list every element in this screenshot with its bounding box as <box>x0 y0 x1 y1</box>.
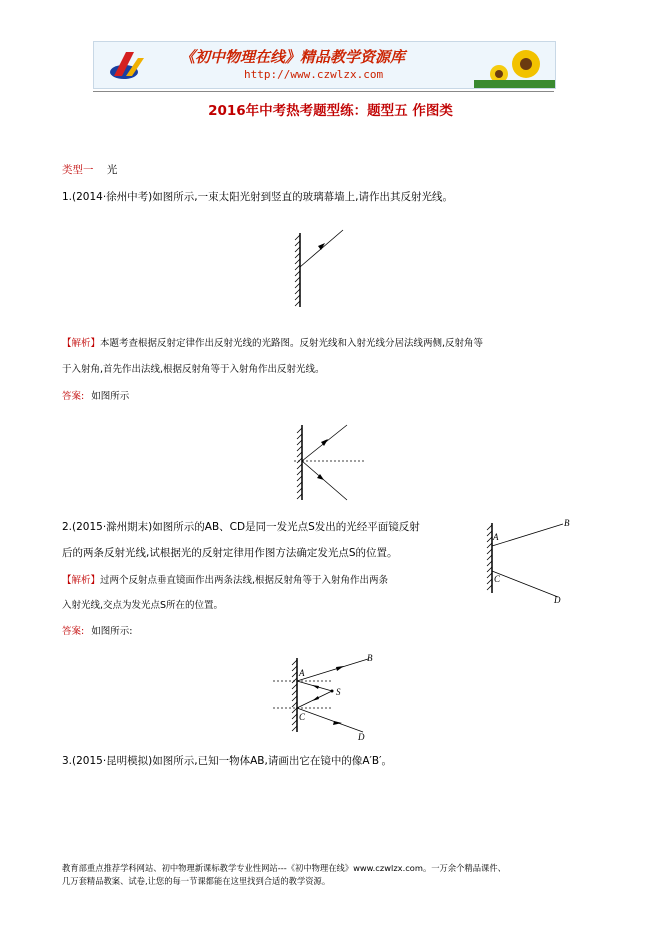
q1-analysis-text1: 本题考查根据反射定律作出反射光线的光路图。反射光线和入射光线分居法线两侧,反射角等 <box>100 338 484 349</box>
q2a-arrow2-icon <box>333 721 342 725</box>
q2-stem-line2: 后的两条反射光线,试根据光的反射定律用作图方法确定发光点S的位置。 <box>62 547 398 559</box>
section-heading <box>62 163 117 177</box>
q2-label-c: C <box>494 574 501 584</box>
q2a-arrow1-icon <box>336 666 344 671</box>
q2a-label-s: S <box>336 687 341 697</box>
q2-analysis-line2: 入射光线,交点为发光点S所在的位置。 <box>62 600 224 611</box>
footer-line2: 几万套精品教案、试卷,让您的每一节课都能在这里找到合适的教学资源。 <box>62 876 331 886</box>
q2-answer <box>62 625 132 639</box>
section-label: 类型一 <box>62 164 94 176</box>
q2a-label-c: C <box>299 712 306 722</box>
q2a-ray-cd <box>297 708 363 732</box>
q1a-reflected-ray <box>302 461 347 500</box>
q1-analysis-line1 <box>62 337 483 351</box>
q1-figure <box>280 225 350 315</box>
q1-stem: 1.(2014·徐州中考)如图所示,一束太阳光射到竖直的玻璃幕墙上,请作出其反射光线。 <box>62 191 453 203</box>
page-title: 2016年中考热考题型练：题型五 作图类 <box>208 103 453 119</box>
q1-analysis-tag: 【解析】 <box>62 338 101 349</box>
q2a-point-s <box>331 690 334 693</box>
q2-answer-figure <box>270 650 380 745</box>
q2a-arrow4-icon <box>312 696 319 701</box>
q2-analysis-line1 <box>62 574 388 588</box>
q2a-arrow3-icon <box>312 685 319 689</box>
header-banner <box>93 41 556 89</box>
q2-figure <box>480 515 580 605</box>
q2-analysis-text1: 过两个反射点垂直镜面作出两条法线,根据反射角等于入射角作出两条 <box>100 575 389 586</box>
q2a-label-b: B <box>367 653 373 663</box>
q2-label-a: A <box>493 532 499 542</box>
header-rule <box>93 91 554 92</box>
banner-title: 《初中物理在线》精品教学资源库 <box>180 48 406 66</box>
q2-ray-cd <box>492 571 558 597</box>
q3-stem: 3.(2015·昆明模拟)如图所示,已知一物体AB,请画出它在镜中的像A′B′。 <box>62 755 392 767</box>
page-footer <box>62 862 622 888</box>
q2-answer-tag: 答案: <box>62 626 85 637</box>
footer-line1: 教育部重点推荐学科网站、初中物理新课标教学专业性网站---《初中物理在线》www.czwlzx.com。一万余个精品课件、 <box>62 863 506 873</box>
banner-url[interactable]: http://www.czwlzx.com <box>244 68 384 81</box>
q1-analysis-line2: 于入射角,首先作出法线,根据反射角等于入射角作出反射光线。 <box>62 364 325 375</box>
q1-answer <box>62 390 129 404</box>
q2a-label-d: D <box>358 732 365 742</box>
q2a-ray-ab <box>297 659 368 681</box>
q1-answer-figure <box>280 420 370 510</box>
q2-answer-text: 如图所示: <box>91 626 133 637</box>
q2-stem-line1: 2.(2015·滁州期末)如图所示的AB、CD是同一发光点S发出的光经平面镜反射 <box>62 521 420 533</box>
q2-ray-ab <box>492 524 563 546</box>
q2-analysis-tag: 【解析】 <box>62 575 101 586</box>
q2-label-d: D <box>554 595 561 605</box>
q1-answer-tag: 答案: <box>62 391 85 402</box>
q2-label-b: B <box>564 518 570 528</box>
q2a-label-a: A <box>299 668 305 678</box>
section-name: 光 <box>106 164 118 176</box>
q1-answer-text: 如图所示 <box>91 391 130 402</box>
